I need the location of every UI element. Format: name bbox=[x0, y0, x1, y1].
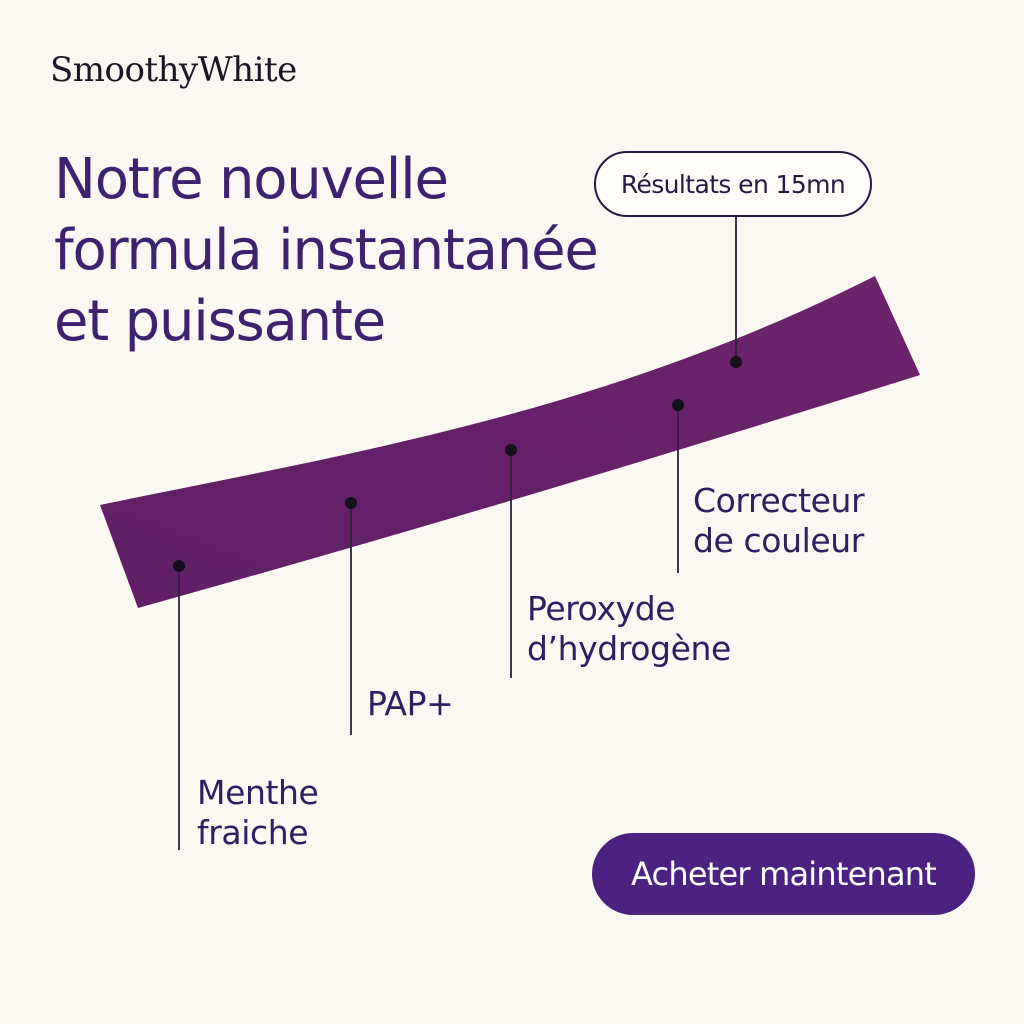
callout-correcteur bbox=[693, 481, 864, 561]
pap-marker-dot bbox=[345, 497, 357, 509]
callout-peroxyde-line-2: d’hydrogène bbox=[527, 629, 731, 668]
buy-now-button[interactable]: Acheter maintenant bbox=[592, 833, 975, 915]
callout-peroxyde-line-1: Peroxyde bbox=[527, 589, 676, 628]
callout-peroxyde bbox=[527, 589, 731, 669]
callout-pap-line-1: PAP+ bbox=[367, 684, 454, 723]
headline-line-2: formula instantanée bbox=[54, 218, 598, 283]
peroxyde-marker-dot bbox=[505, 444, 517, 456]
headline-line-1: Notre nouvelle bbox=[54, 147, 448, 212]
headline-line-3: et puissante bbox=[54, 289, 385, 354]
correcteur-marker-dot bbox=[672, 399, 684, 411]
callout-correcteur-line-2: de couleur bbox=[693, 521, 864, 560]
menthe-marker-dot bbox=[173, 560, 185, 572]
callout-pap bbox=[367, 684, 453, 724]
callout-correcteur-line-1: Correcteur bbox=[693, 481, 865, 520]
callout-menthe-line-2: fraiche bbox=[197, 813, 309, 852]
callout-menthe-fraiche bbox=[197, 773, 318, 853]
badge-marker-dot bbox=[730, 356, 742, 368]
results-badge: Résultats en 15mn bbox=[594, 151, 872, 217]
callout-menthe-line-1: Menthe bbox=[197, 773, 319, 812]
brand-logo: SmoothyWhite bbox=[50, 50, 297, 90]
